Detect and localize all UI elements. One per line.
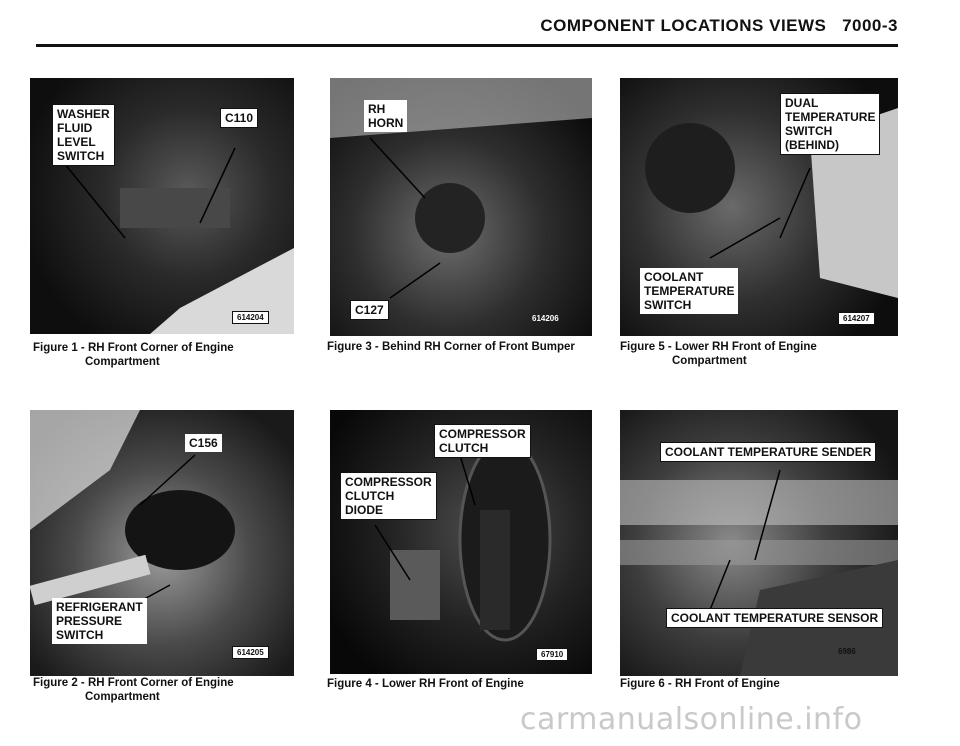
figure-4-caption: Figure 4 - Lower RH Front of Engine	[327, 678, 524, 690]
coolant-temperature-switch-label: COOLANT TEMPERATURE SWITCH	[640, 268, 738, 314]
figure-2-caption: Figure 2 - RH Front Corner of Engine Compartment	[33, 677, 234, 703]
figure-6-caption: Figure 6 - RH Front of Engine	[620, 678, 780, 690]
figure-1-photo	[30, 78, 294, 334]
figure-5-photo	[620, 78, 898, 336]
rh-horn-label: RH HORN	[364, 100, 407, 132]
connector-c156-label: C156	[185, 434, 222, 452]
page-header	[528, 16, 898, 40]
coolant-temperature-sender-label: COOLANT TEMPERATURE SENDER	[660, 442, 876, 462]
watermark: carmanualsonline.info	[520, 702, 863, 737]
figure-1-code: 614204	[232, 311, 269, 324]
page-title: COMPONENT LOCATIONS VIEWS	[540, 16, 827, 35]
figure-5-caption: Figure 5 - Lower RH Front of Engine Compartment	[620, 341, 817, 367]
connector-c110-label: C110	[220, 108, 258, 128]
figure-6-photo	[620, 410, 898, 676]
compressor-clutch-label: COMPRESSOR CLUTCH	[434, 424, 531, 458]
figure-4-photo	[330, 410, 592, 674]
refrigerant-pressure-switch-label: REFRIGERANT PRESSURE SWITCH	[52, 598, 147, 644]
compressor-clutch-diode-label: COMPRESSOR CLUTCH DIODE	[340, 472, 437, 520]
figure-2-photo	[30, 410, 294, 676]
washer-fluid-level-switch-label: WASHER FLUID LEVEL SWITCH	[52, 104, 115, 166]
figure-3-photo	[330, 78, 592, 336]
page-number: 7000-3	[842, 16, 898, 35]
connector-c127-label: C127	[350, 300, 389, 320]
figure-6-code: 6986	[838, 647, 856, 656]
coolant-temperature-sensor-label: COOLANT TEMPERATURE SENSOR	[666, 608, 883, 628]
figure-5-code: 614207	[838, 312, 875, 325]
dual-temperature-switch-label: DUAL TEMPERATURE SWITCH (BEHIND)	[780, 93, 880, 155]
header-rule	[36, 44, 898, 47]
figure-2-code: 614205	[232, 646, 269, 659]
figure-3-caption: Figure 3 - Behind RH Corner of Front Bumper	[327, 341, 575, 353]
figure-4-code: 67910	[536, 648, 568, 661]
figure-3-code: 614206	[532, 314, 559, 323]
figure-1-caption: Figure 1 - RH Front Corner of Engine Compartment	[33, 342, 234, 368]
